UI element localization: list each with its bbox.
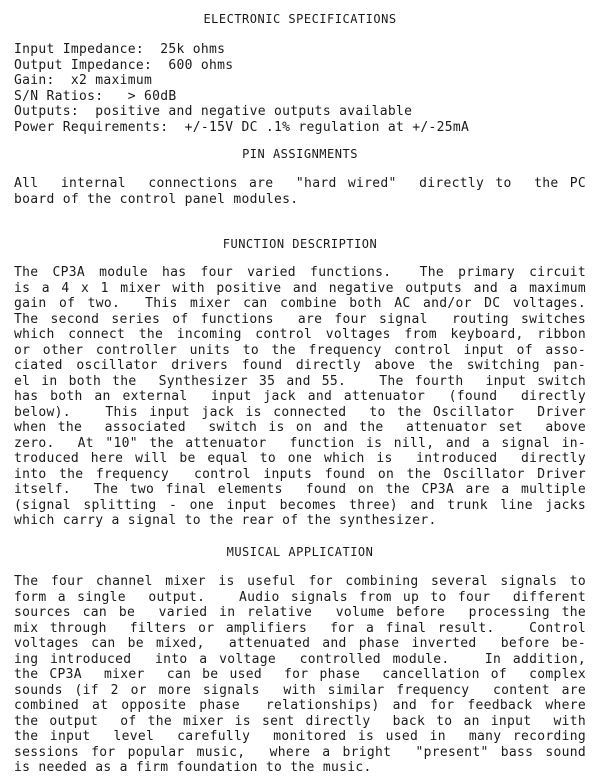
paragraph-line: which carry a signal to the rear of the synthesizer. [14, 513, 437, 528]
paragraph-line: combined at opposite phase relationships) and for feedback where [14, 698, 586, 713]
spec-line: Power Requirements: +/-15V DC .1% regulation at +/-25mA [14, 119, 470, 135]
paragraph-line: form a single output. Audio signals from up to four different [14, 589, 586, 605]
paragraph-line: has both an external input jack and attenuator (found directly [14, 389, 586, 404]
electronic-specifications-section [14, 42, 586, 135]
paragraph-line: the input level carefully monitored is used in many recording [14, 729, 586, 744]
paragraph-line: into the frequency control inputs found on the Oscillator Driver [14, 466, 586, 482]
paragraph-line: The second series of functions are four signal routing switches [14, 311, 586, 327]
paragraph-line: which connect the incoming control voltages from keyboard, ribbon [14, 327, 586, 342]
musical-application-section [14, 574, 586, 776]
paragraph-line: (signal splitting - one input becomes three) and trunk line jacks [14, 497, 586, 513]
paragraph-line: troduced here will be equal to one which is introduced directly [14, 451, 586, 466]
paragraph-line: el in both the Synthesizer 35 and 55. The fourth input switch [14, 373, 586, 389]
paragraph-line: sessions for popular music, where a bright "present" bass sound [14, 744, 586, 760]
function-description-heading: FUNCTION DESCRIPTION [222, 237, 378, 251]
paragraph-line: The CP3A module has four varied functions. The primary circuit [14, 265, 586, 280]
paragraph-line: the output of the mixer is sent directly back to an input with [14, 713, 586, 729]
function-description-section [14, 265, 586, 529]
paragraph-line: is needed as a firm foundation to the music. [14, 760, 372, 775]
pin-assignments-section [14, 176, 586, 207]
electronic-specifications-heading: ELECTRONIC SPECIFICATIONS [203, 12, 397, 26]
spec-line: Gain: x2 maximum [14, 73, 153, 88]
paragraph-line: itself. The two final elements found on the CP3A are a multiple [14, 482, 586, 497]
paragraph-line: is a 4 x 1 mixer with positive and negative outputs and a maximum [14, 280, 586, 296]
spec-line: Output Impedance: 600 ohms [14, 57, 234, 73]
paragraph-line: mix through filters or amplifiers for a final result. Control [14, 620, 586, 636]
paragraph-line: zero. At "10" the attenuator function is nill, and a signal in- [14, 435, 586, 451]
paragraph-line: sounds (if 2 or more signals with similar frequency content are [14, 682, 586, 698]
spec-line: Input Impedance: 25k ohms [14, 42, 226, 57]
musical-application-heading: MUSICAL APPLICATION [226, 545, 374, 559]
paragraph-line: voltages can be mixed, attenuated and phase inverted before be- [14, 636, 586, 651]
paragraph-line: All internal connections are "hard wired" directly to the PC [14, 176, 586, 191]
spec-line: Outputs: positive and negative outputs available [14, 104, 413, 119]
paragraph-line: when the associated switch is on and the attenuator set above [14, 420, 586, 435]
paragraph-line: ciated oscillator drivers found directly above the switching pan- [14, 358, 586, 373]
paragraph-line: The four channel mixer is useful for combining several signals to [14, 574, 586, 589]
pin-assignments-heading: PIN ASSIGNMENTS [242, 147, 358, 161]
paragraph-line: board of the control panel modules. [14, 191, 299, 207]
paragraph-line: below). This input jack is connected to the Oscillator Driver [14, 404, 586, 420]
paragraph-line: the CP3A mixer can be used for phase cancellation of complex [14, 667, 586, 682]
paragraph-line: gain of two. This mixer can combine both AC and/or DC voltages. [14, 296, 586, 311]
paragraph-line: sources can be varied in relative volume before processing the [14, 605, 586, 620]
paragraph-line: or other controller units to the frequency control input of asso- [14, 342, 586, 358]
spec-line: S/N Ratios: > 60dB [14, 88, 177, 104]
paragraph-line: ing introduced into a voltage controlled module. In addition, [14, 651, 586, 667]
